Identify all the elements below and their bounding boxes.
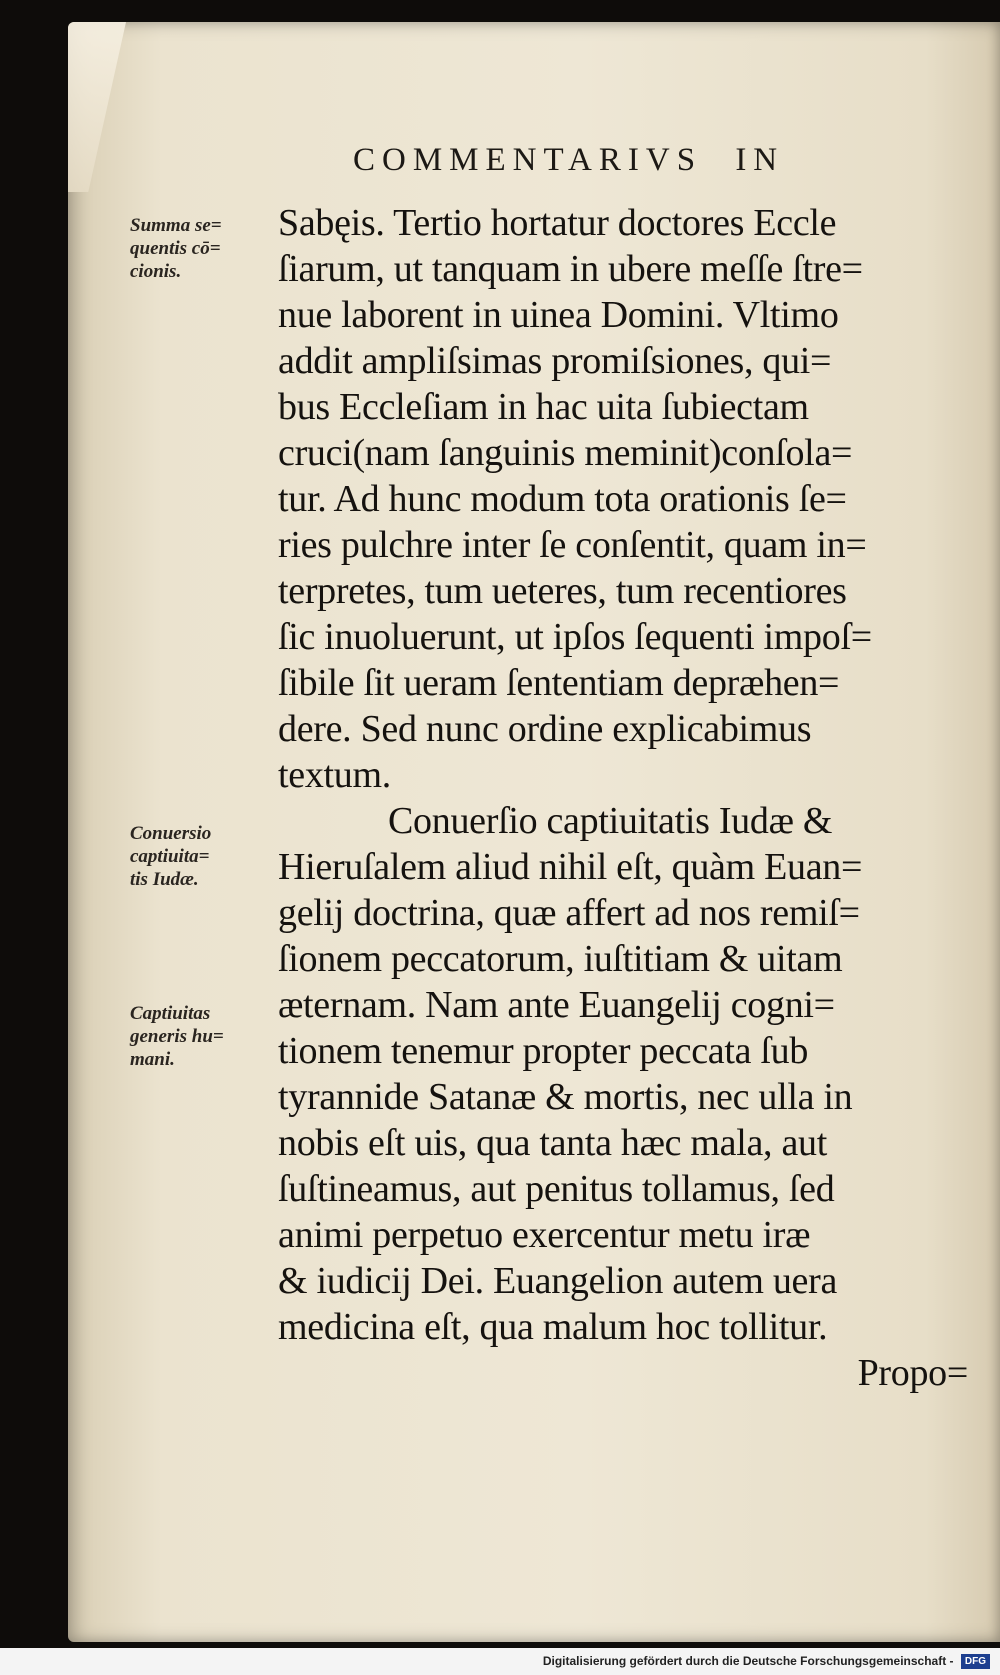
text-line: dere. Sed nunc ordine explicabimus <box>278 708 812 750</box>
margin-note-line: Summa se= <box>130 215 222 236</box>
text-line: Conuerſio captiuitatis Iudæ & <box>388 800 833 842</box>
text-line: & iudicij Dei. Euangelion autem uera <box>278 1260 838 1302</box>
margin-note-line: captiuita= <box>130 846 210 867</box>
text-line: ſiarum, ut tanquam in ubere meſſe ſtre= <box>278 248 863 290</box>
catchword: Propo= <box>857 1352 968 1394</box>
text-line: tionem tenemur propter peccata ſub <box>278 1030 809 1072</box>
text-line: animi perpetuo exercentur metu iræ <box>278 1214 811 1256</box>
margin-note-captiuitas <box>130 1002 260 1071</box>
text-line: bus Eccleſiam in hac uita ſubiectam <box>278 386 809 428</box>
margin-note-line: quentis cō= <box>130 238 221 259</box>
text-line: cruci(nam ſanguinis meminit)conſola= <box>278 432 853 474</box>
margin-note-conuersio <box>130 822 260 891</box>
margin-note-line: Captiuitas <box>130 1003 211 1024</box>
margin-note-line: Conuersio <box>130 823 212 844</box>
text-line: tur. Ad hunc modum tota orationis ſe= <box>278 478 847 520</box>
text-line: Sabęis. Tertio hortatur doctores Eccle <box>278 202 837 244</box>
text-line: terpretes, tum ueteres, tum recentiores <box>278 570 847 612</box>
running-head-in: IN <box>735 142 785 178</box>
text-line: nue laborent in uinea Domini. Vltimo <box>278 294 839 336</box>
text-line: gelij doctrina, quæ affert ad nos remiſ= <box>278 892 860 934</box>
text-line: Hieruſalem aliud nihil eſt, quàm Euan= <box>278 846 863 888</box>
text-line: æternam. Nam ante Euangelij cogni= <box>278 984 835 1026</box>
margin-note-summa <box>130 214 260 283</box>
text-line: ſionem peccatorum, iuſtitiam & uitam <box>278 938 843 980</box>
text-line: tyrannide Satanæ & mortis, nec ulla in <box>278 1076 853 1118</box>
text-line: ſuſtineamus, aut penitus tollamus, ſed <box>278 1168 835 1210</box>
margin-note-line: generis hu= <box>130 1026 224 1047</box>
text-line: addit ampliſsimas promiſsiones, qui= <box>278 340 832 382</box>
margin-note-line: cionis. <box>130 261 182 282</box>
text-line: ſibile ſit ueram ſententiam depræhen= <box>278 662 840 704</box>
text-line: ries pulchre inter ſe conſentit, quam in= <box>278 524 867 566</box>
dfg-logo-badge: DFG <box>961 1654 990 1669</box>
text-line: nobis eſt uis, qua tanta hæc mala, aut <box>278 1122 827 1164</box>
book-page <box>68 22 1000 1642</box>
margin-note-line: mani. <box>130 1049 175 1070</box>
digitization-footer <box>0 1648 1000 1675</box>
running-head <box>353 142 993 179</box>
text-line: textum. <box>278 754 391 796</box>
running-head-title: COMMENTARIVS <box>353 142 703 178</box>
text-line: medicina eſt, qua malum hoc tollitur. <box>278 1306 828 1348</box>
footer-text: Digitalisierung gefördert durch die Deutsche Forschungsgemeinschaft - <box>542 1654 954 1668</box>
page-corner-fold <box>68 22 126 192</box>
text-line: ſic inuoluerunt, ut ipſos ſequenti impoſ= <box>278 616 872 658</box>
body-text <box>278 200 968 1396</box>
margin-note-line: tis Iudæ. <box>130 869 199 890</box>
